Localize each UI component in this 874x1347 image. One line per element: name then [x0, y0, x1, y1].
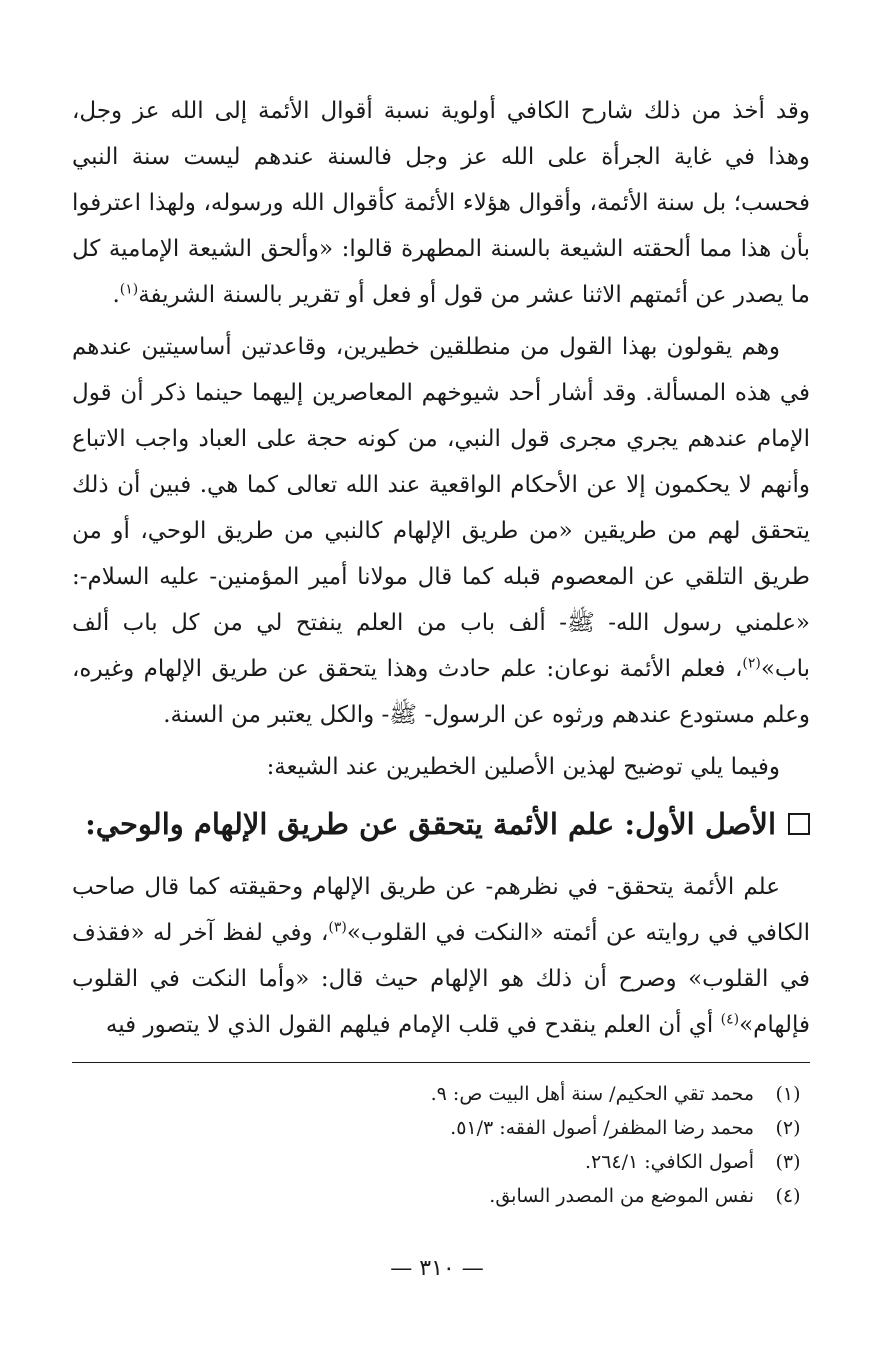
- page-body: [72, 88, 810, 1213]
- footnote-item: [72, 1145, 810, 1179]
- paragraph-2-text: وهم يقولون بهذا القول من منطلقين خطيرين، وقاعدتين أساسيتين عندهم في هذه المسألة. وقد أشار أحد شيوخهم المعاصرين إليهما حينما ذكر أن قول الإمام عندهم يجري مجرى قول النبي، من كونه حجة على العباد واجب الاتباع وأنهم لا يحكمون إلا عن الأحكام الواقعية عند الله تعالى كما هي. فبين أن ذلك يتحقق لهم من طريقين «من طريق الإلهام كالنبي من طريق الوحي، أو من طريق التلقي عن المعصوم قبله كما قال مولانا أمير المؤمنين- عليه السلام-: «علمني رسول الله- ﷺ- ألف باب من العلم ينفتح لي من كل باب ألف باب»: [72, 334, 810, 682]
- footnote-text: محمد رضا المظفر/ أصول الفقه: ٥١/٣.: [450, 1117, 754, 1139]
- footnote-text: محمد تقي الحكيم/ سنة أهل البيت ص: ٩.: [430, 1083, 754, 1105]
- paragraph-3-text: وفيما يلي توضيح لهذين الأصلين الخطيرين عند الشيعة:: [266, 754, 780, 780]
- paragraph-1-tail: .: [112, 282, 120, 308]
- page-number: — ٣١٠ —: [390, 1256, 484, 1281]
- paragraph-4-part3: أي أن العلم ينقدح في قلب الإمام فيلهم القول الذي لا يتصور فيه: [105, 1012, 721, 1038]
- paragraph-3: [72, 744, 810, 790]
- footnote-number: (٢): [775, 1117, 801, 1139]
- footnote-number: (٣): [775, 1151, 801, 1173]
- paragraph-2-tail: ، فعلم الأئمة نوعان: علم حادث وهذا يتحقق عن طريق الإلهام وغيره، وعلم مستودع عندهم ورثوه عن الرسول- ﷺ- والكل يعتبر من السنة.: [72, 656, 810, 728]
- footnote-ref-2: (٢): [742, 655, 761, 672]
- paragraph-2: [72, 324, 810, 738]
- footnote-item: [72, 1077, 810, 1111]
- paragraph-1: [72, 88, 810, 318]
- footnote-ref-4: (٤): [720, 1011, 740, 1028]
- footnote-ref-1: (١): [119, 281, 139, 298]
- paragraph-4-part2: ، وفي لفظ آخر له «فقذف في القلوب» وصرح أن ذلك هو الإلهام حيث قال: «وأما النكت في القلوب فإلهام»: [72, 920, 810, 1038]
- footnote-separator: [72, 1062, 810, 1063]
- footnote-ref-3: (٣): [328, 919, 347, 936]
- footnote-number: (١): [775, 1083, 801, 1105]
- footnote-item: [72, 1179, 810, 1213]
- footnote-text: نفس الموضع من المصدر السابق.: [489, 1185, 754, 1207]
- footnote-item: [72, 1111, 810, 1145]
- paragraph-4: [72, 864, 810, 1048]
- footnotes-list: [72, 1077, 810, 1213]
- footnote-text: أصول الكافي: ٢٦٤/١.: [584, 1151, 754, 1173]
- square-bullet-icon: [788, 813, 810, 835]
- section-heading-text: الأصل الأول: علم الأئمة يتحقق عن طريق الإلهام والوحي:: [85, 807, 776, 841]
- footnote-number: (٤): [775, 1185, 801, 1207]
- paragraph-4-part1: علم الأئمة يتحقق- في نظرهم- عن طريق الإلهام وحقيقته كما قال صاحب الكافي في روايته عن أئمته «النكت في القلوب»: [72, 874, 810, 946]
- paragraph-1-text: وقد أخذ من ذلك شارح الكافي أولوية نسبة أقوال الأئمة إلى الله عز وجل، وهذا في غاية الجرأة على الله عز وجل فالسنة عندهم ليست سنة النبي فحسب؛ بل سنة الأئمة، وأقوال هؤلاء الأئمة كأقوال الله ورسوله، ولهذا اعترفوا بأن هذا مما ألحقته الشيعة بالسنة المطهرة قالوا: «وألحق الشيعة الإمامية كل ما يصدر عن أئمتهم الاثنا عشر من قول أو فعل أو تقرير بالسنة الشريفة: [72, 98, 810, 308]
- section-heading: [72, 800, 810, 848]
